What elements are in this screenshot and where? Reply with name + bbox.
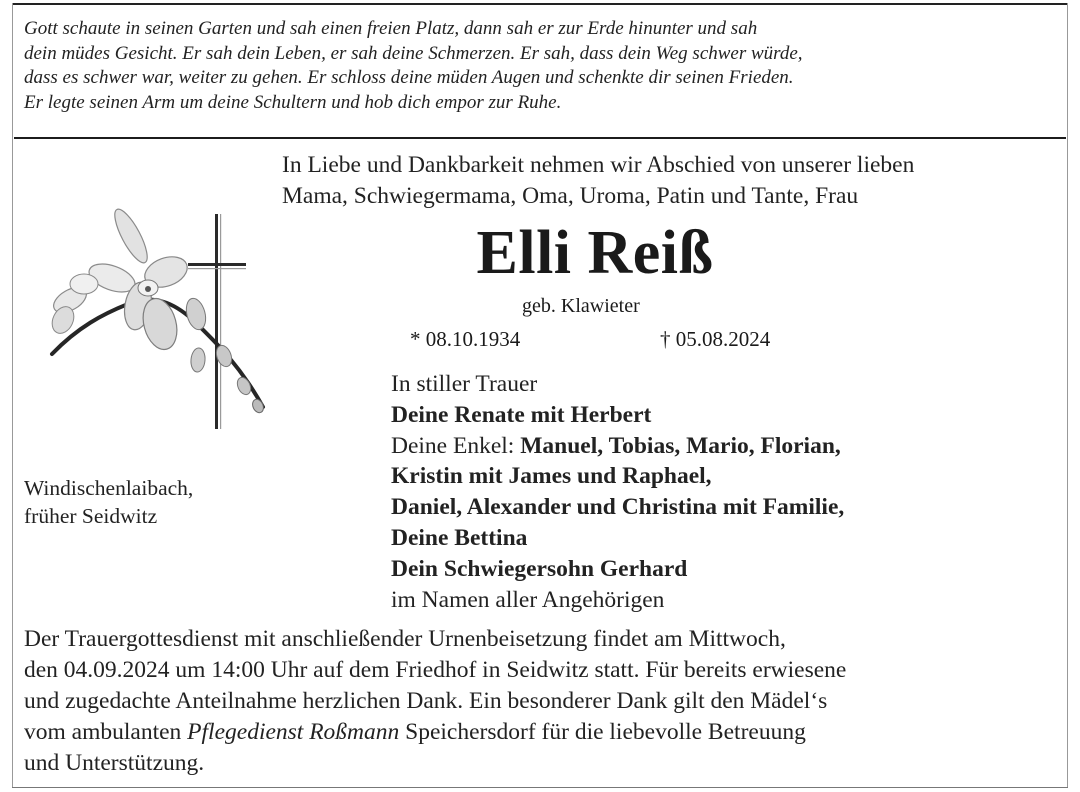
residence <box>24 474 284 530</box>
death-date: † 05.08.2024 <box>660 327 771 351</box>
frame-bottom-border <box>12 787 1068 788</box>
notice-text: vom ambulanten <box>24 719 188 745</box>
notice-line: den 04.09.2024 um 14:00 Uhr auf dem Friedhof in Seidwitz statt. Für bereits erwiesene <box>24 657 847 683</box>
mourner-line: Deine Bettina <box>391 524 528 551</box>
care-service-name: Pflegedienst Roßmann <box>187 719 400 745</box>
divider-rule <box>14 137 1066 139</box>
notice-line: und Unterstützung. <box>24 750 205 776</box>
mourner-line: Daniel, Alexander und Christina mit Familie, <box>391 494 845 521</box>
frame-top-border <box>12 3 1068 5</box>
mourners-closing: im Namen aller Angehörigen <box>391 586 665 613</box>
maiden-name: geb. Klawieter <box>522 295 640 317</box>
poem-line: Er legte seinen Arm um deine Schultern und hob dich empor zur Ruhe. <box>24 91 562 113</box>
frame-left-border <box>12 3 13 788</box>
poem <box>24 17 1064 115</box>
poem-line: dein müdes Gesicht. Er sah dein Leben, er sah deine Schmerzen. Er sah, dass dein Weg schwer würde, <box>24 42 803 64</box>
notice-line <box>24 717 1064 748</box>
intro-line: In Liebe und Dankbarkeit nehmen wir Abschied von unserer lieben <box>282 152 915 178</box>
funeral-notice <box>24 624 1064 779</box>
mourner-line: Dein Schwiegersohn Gerhard <box>391 555 688 582</box>
deceased-name: Elli Reiß <box>476 219 714 287</box>
grandchildren-names: Manuel, Tobias, Mario, Florian, <box>520 432 841 459</box>
mourner-line: Kristin mit James und Raphael, <box>391 463 712 490</box>
intro-line: Mama, Schwiegermama, Oma, Uroma, Patin und Tante, Frau <box>282 183 859 209</box>
mourners-heading: In stiller Trauer <box>391 371 538 397</box>
grandchildren-prefix: Deine Enkel: <box>391 432 521 459</box>
birth-date: * 08.10.1934 <box>410 327 521 351</box>
residence-line: früher Seidwitz <box>24 504 158 528</box>
notice-line: Der Trauergottesdienst mit anschließender Urnenbeisetzung findet am Mittwoch, <box>24 626 786 652</box>
intro-text <box>282 150 1062 212</box>
mourner-line-grandchildren <box>391 431 1051 462</box>
mourners-list <box>391 369 1051 615</box>
poem-line: dass es schwer war, weiter zu gehen. Er schloss deine müden Augen und schenkte dir seinen Frieden. <box>24 67 794 88</box>
notice-line: und zugedachte Anteilnahme herzlichen Dank. Ein besonderer Dank gilt den Mädel‘s <box>24 688 828 714</box>
mourner-line: Deine Renate mit Herbert <box>391 401 652 428</box>
poem-line: Gott schaute in seinen Garten und sah einen freien Platz, dann sah er zur Erde hinunter und sah <box>24 18 758 39</box>
notice-text: Speichersdorf für die liebevolle Betreuung <box>399 719 806 745</box>
frame-right-border <box>1067 3 1068 788</box>
residence-line: Windischenlaibach, <box>24 476 194 500</box>
